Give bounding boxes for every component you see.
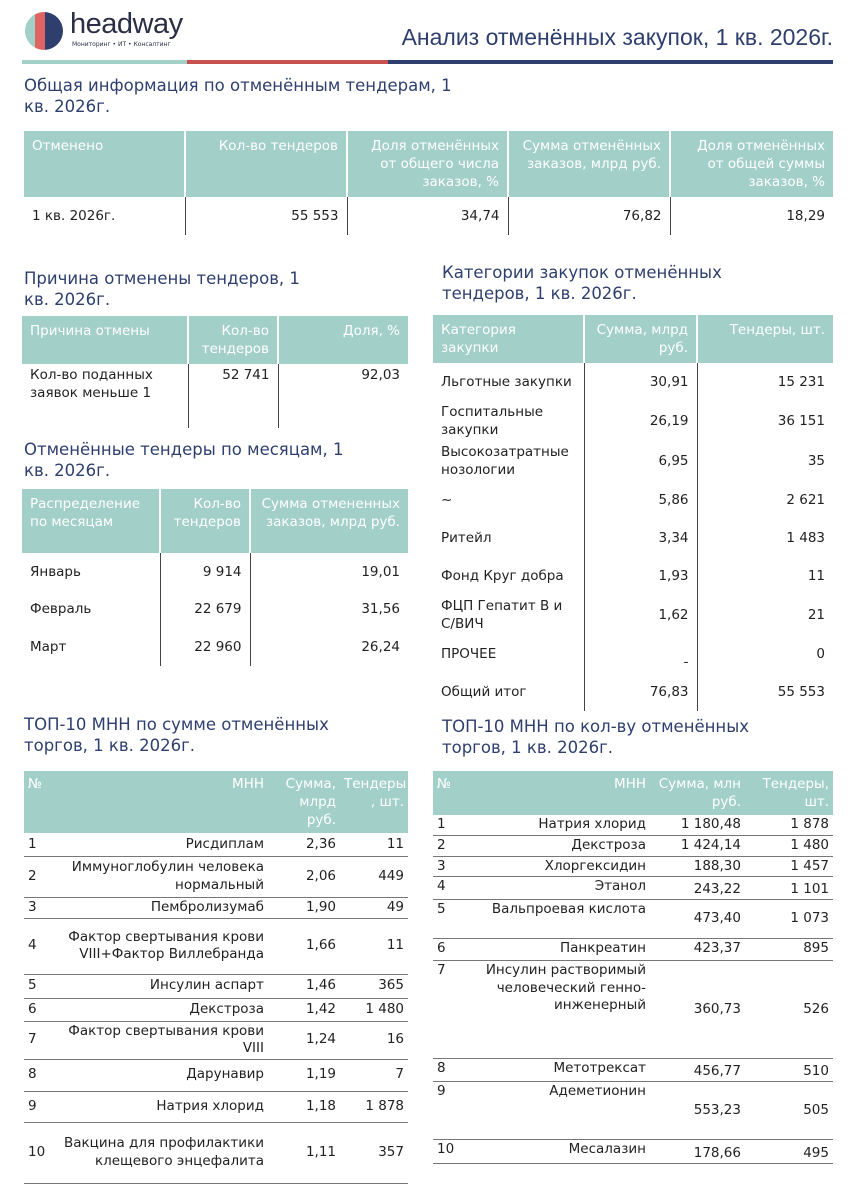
column-header: Сумма, млн руб. xyxy=(650,771,745,815)
table-cell: Панкреатин xyxy=(478,939,650,961)
reasons-heading: Причина отменены тендеров, 1 кв. 2026г. xyxy=(24,269,300,309)
table-cell: 456,77 xyxy=(650,1059,745,1082)
table-cell: 2,36 xyxy=(268,833,340,856)
table-cell: 15 231 xyxy=(697,363,833,401)
header-row xyxy=(22,316,408,364)
top-sum-heading: ТОП-10 МНН по сумме отменённых торгов, 1 кв. 2026г. xyxy=(24,715,329,755)
table-cell: 1,46 xyxy=(268,974,340,998)
table-row xyxy=(433,856,833,877)
top-count-heading: ТОП-10 МНН по кол-ву отменённых торгов, 1 кв. 2026г. xyxy=(442,717,749,757)
table-row xyxy=(433,1140,833,1164)
divider-navy xyxy=(388,60,833,64)
table-cell: Декстроза xyxy=(478,835,650,856)
table-cell: ФЦП Гепатит В и С/ВИЧ xyxy=(441,598,563,632)
table-row xyxy=(22,364,408,428)
table-row xyxy=(24,1059,408,1091)
column-header: Распределение по месяцам xyxy=(22,489,160,553)
table-cell: 21 xyxy=(697,595,833,635)
headway-logo-icon xyxy=(25,12,63,50)
column-header: Сумма отмененных заказов, млрд руб. xyxy=(250,489,408,553)
table-cell: 36 151 xyxy=(697,401,833,441)
table-cell: 357 xyxy=(340,1122,408,1183)
page-title: Анализ отменённых закупок, 1 кв. 2026г. xyxy=(401,24,833,50)
table-row xyxy=(433,595,833,635)
table-cell: 1 xyxy=(24,833,48,856)
table-cell: 4 xyxy=(433,877,478,900)
table-cell: 2,06 xyxy=(268,856,340,897)
table-cell: 178,66 xyxy=(650,1140,745,1164)
table-cell: 1,62 xyxy=(584,595,697,635)
table-cell: 34,74 xyxy=(347,197,508,235)
table-cell: 11 xyxy=(340,918,408,974)
reasons-table xyxy=(22,316,408,428)
table-cell: 16 xyxy=(340,1021,408,1059)
table-cell: 10 xyxy=(24,1122,48,1183)
table-cell: 7 xyxy=(340,1059,408,1091)
table-cell: Метотрексат xyxy=(478,1059,650,1082)
table-cell: Высокозатратные нозологии xyxy=(441,444,569,478)
table-cell: 26,19 xyxy=(584,401,697,441)
table-cell: 360,73 xyxy=(650,961,745,1059)
table-row xyxy=(22,553,408,591)
table-cell: Декстроза xyxy=(48,998,268,1021)
table-cell: 6 xyxy=(24,998,48,1021)
table-cell: Этанол xyxy=(478,877,650,900)
table-cell: 7 xyxy=(433,961,478,1059)
table-cell: 9 xyxy=(433,1082,478,1140)
table-row xyxy=(433,673,833,711)
table-row xyxy=(24,918,408,974)
table-cell: - xyxy=(584,635,697,673)
table-cell: Дарунавир xyxy=(48,1059,268,1091)
header-row xyxy=(433,315,833,363)
table-cell: Март xyxy=(30,638,67,655)
table-cell: 8 xyxy=(24,1059,48,1091)
table-cell: 1,11 xyxy=(268,1122,340,1183)
table-cell: ПРОЧЕЕ xyxy=(441,646,497,662)
column-header: Отменено xyxy=(24,131,185,197)
table-cell: Пембролизумаб xyxy=(48,897,268,918)
table-row xyxy=(22,591,408,629)
header-row xyxy=(433,771,833,815)
table-row xyxy=(433,441,833,481)
table-cell: Иммуноглобулин человека нормальный xyxy=(48,856,268,897)
table-cell: 3 xyxy=(433,856,478,877)
table-cell: 5 xyxy=(24,974,48,998)
column-header: Причина отмены xyxy=(22,316,188,364)
table-cell: Вакцина для профилактики клещевого энцефалита xyxy=(48,1122,268,1183)
table-cell: 76,83 xyxy=(584,673,697,711)
table-cell: 449 xyxy=(340,856,408,897)
table-cell: 505 xyxy=(745,1082,833,1140)
table-cell: Инсулин растворимый человеческий генно-инженерный xyxy=(478,961,650,1059)
table-cell: 1 480 xyxy=(745,835,833,856)
header-row xyxy=(24,771,408,833)
column-header: Тендеры , шт. xyxy=(340,771,408,833)
table-row xyxy=(433,481,833,519)
table-cell: 11 xyxy=(340,833,408,856)
table-cell: 52 741 xyxy=(188,364,278,428)
table-cell: 188,30 xyxy=(650,856,745,877)
table-cell: Фактор свертывания крови VIII xyxy=(48,1021,268,1059)
table-cell: 49 xyxy=(340,897,408,918)
column-header: Сумма, млрд руб. xyxy=(268,771,340,833)
table-row xyxy=(24,856,408,897)
table-cell: 1 480 xyxy=(340,998,408,1021)
table-row xyxy=(24,1122,408,1183)
column-header: МНН xyxy=(48,771,268,833)
table-cell: 30,91 xyxy=(584,363,697,401)
table-row xyxy=(433,835,833,856)
table-cell: 1,18 xyxy=(268,1091,340,1122)
general-heading: Общая информация по отменённым тендерам, 1 кв. 2026г. xyxy=(24,76,452,116)
brand-tagline: Мониторинг • ИТ • Консалтинг xyxy=(72,41,171,48)
table-cell: Натрия хлорид xyxy=(48,1091,268,1122)
table-cell: 22 679 xyxy=(160,591,250,629)
column-header: Доля, % xyxy=(278,316,408,364)
column-header: Кол-во тендеров xyxy=(188,316,278,364)
column-header: Доля отменённых от общей суммы заказов, % xyxy=(670,131,833,197)
table-cell: 1 878 xyxy=(340,1091,408,1122)
column-header: Кол-во тендеров xyxy=(160,489,250,553)
table-cell: Фактор свертывания крови VIII+Фактор Виллебранда xyxy=(48,918,268,974)
months-table xyxy=(22,489,408,666)
column-header: № xyxy=(24,771,48,833)
table-cell: 8 xyxy=(433,1059,478,1082)
categories-table xyxy=(433,315,833,711)
table-cell: 6,95 xyxy=(584,441,697,481)
table-cell: 19,01 xyxy=(250,553,408,591)
table-cell: 55 553 xyxy=(185,197,347,235)
table-cell: 5,86 xyxy=(584,481,697,519)
table-cell: 1 073 xyxy=(745,900,833,939)
table-cell: 1 457 xyxy=(745,856,833,877)
table-cell: 2 xyxy=(433,835,478,856)
table-row xyxy=(433,1059,833,1082)
table-cell: Госпитальные закупки xyxy=(441,404,544,438)
column-header: Сумма отменённых заказов, млрд руб. xyxy=(508,131,670,197)
column-header: Сумма, млрд руб. xyxy=(584,315,697,363)
table-row xyxy=(433,1082,833,1140)
table-row xyxy=(24,1021,408,1059)
table-cell: 76,82 xyxy=(508,197,670,235)
table-row xyxy=(433,401,833,441)
table-cell: 7 xyxy=(24,1021,48,1059)
table-cell: 31,56 xyxy=(250,591,408,629)
divider-teal xyxy=(22,60,187,64)
table-cell: 10 xyxy=(433,1140,478,1164)
table-cell: 5 xyxy=(433,900,478,939)
column-header: Тендеры, шт. xyxy=(745,771,833,815)
divider-red xyxy=(187,60,388,64)
table-cell: 26,24 xyxy=(250,628,408,666)
column-header: № xyxy=(433,771,478,815)
table-cell: 1,66 xyxy=(268,918,340,974)
table-cell: Рисдиплам xyxy=(48,833,268,856)
table-cell: Фонд Круг добра xyxy=(441,568,564,584)
table-cell: 2 621 xyxy=(697,481,833,519)
table-cell: 1 424,14 xyxy=(650,835,745,856)
table-cell: Кол-во поданных заявок меньше 1 xyxy=(30,367,153,401)
table-cell: 35 xyxy=(697,441,833,481)
table-cell: 3 xyxy=(24,897,48,918)
table-cell: 243,22 xyxy=(650,877,745,900)
table-cell: Инсулин аспарт xyxy=(48,974,268,998)
table-cell: 473,40 xyxy=(650,900,745,939)
table-row xyxy=(24,998,408,1021)
table-row xyxy=(433,519,833,557)
table-cell: 3,34 xyxy=(584,519,697,557)
table-cell: 92,03 xyxy=(278,364,408,428)
table-row xyxy=(24,833,408,856)
table-cell: Месалазин xyxy=(478,1140,650,1164)
table-cell: 1,19 xyxy=(268,1059,340,1091)
top-sum-table xyxy=(24,771,408,1184)
table-cell: 11 xyxy=(697,557,833,595)
table-cell: Вальпроевая кислота xyxy=(478,900,650,939)
top-count-table xyxy=(433,771,833,1164)
table-cell: 526 xyxy=(745,961,833,1059)
table-cell: 1 180,48 xyxy=(650,815,745,835)
table-cell: ~ xyxy=(441,492,453,508)
months-heading: Отменённые тендеры по месяцам, 1 кв. 2026г. xyxy=(24,440,344,480)
table-cell: Хлоргексидин xyxy=(478,856,650,877)
column-header: МНН xyxy=(478,771,650,815)
column-header: Тендеры, шт. xyxy=(697,315,833,363)
table-cell: 365 xyxy=(340,974,408,998)
table-row xyxy=(433,877,833,900)
table-cell: 1 483 xyxy=(697,519,833,557)
table-cell: 495 xyxy=(745,1140,833,1164)
table-row xyxy=(433,939,833,961)
table-cell: 9 xyxy=(24,1091,48,1122)
table-cell: Февраль xyxy=(30,601,92,618)
table-cell: 1 кв. 2026г. xyxy=(32,208,116,224)
column-header: Доля отменённых от общего числа заказов, % xyxy=(347,131,508,197)
table-cell: 423,37 xyxy=(650,939,745,961)
column-header: Категория закупки xyxy=(433,315,584,363)
table-cell: Адеметионин xyxy=(478,1082,650,1140)
table-cell: 9 914 xyxy=(160,553,250,591)
table-row xyxy=(433,815,833,835)
table-cell: Натрия хлорид xyxy=(478,815,650,835)
table-row xyxy=(433,900,833,939)
table-row xyxy=(433,635,833,673)
table-cell: 510 xyxy=(745,1059,833,1082)
categories-heading: Категории закупок отменённых тендеров, 1 кв. 2026г. xyxy=(442,263,722,303)
table-cell: 4 xyxy=(24,918,48,974)
table-cell: 1 878 xyxy=(745,815,833,835)
table-cell: 1,42 xyxy=(268,998,340,1021)
table-cell: Январь xyxy=(30,563,81,580)
table-cell: 22 960 xyxy=(160,628,250,666)
table-row xyxy=(433,961,833,1059)
table-cell: 6 xyxy=(433,939,478,961)
table-cell: 1,24 xyxy=(268,1021,340,1059)
table-row xyxy=(433,557,833,595)
table-cell: 1,93 xyxy=(584,557,697,595)
table-row xyxy=(24,974,408,998)
header-row xyxy=(22,489,408,553)
table-cell: Льготные закупки xyxy=(441,374,572,390)
table-row xyxy=(24,897,408,918)
table-row xyxy=(24,197,833,235)
table-cell: 553,23 xyxy=(650,1082,745,1140)
table-cell: 1 xyxy=(433,815,478,835)
table-cell: Ритейл xyxy=(441,530,492,546)
table-cell: 895 xyxy=(745,939,833,961)
table-cell: 18,29 xyxy=(670,197,833,235)
general-table xyxy=(24,131,833,235)
brand-name: headway xyxy=(70,8,183,40)
header-row xyxy=(24,131,833,197)
table-row xyxy=(22,628,408,666)
table-cell: 2 xyxy=(24,856,48,897)
table-cell: 55 553 xyxy=(697,673,833,711)
table-cell: 0 xyxy=(697,635,833,673)
column-header: Кол-во тендеров xyxy=(185,131,347,197)
table-cell: 1,90 xyxy=(268,897,340,918)
table-cell: Общий итог xyxy=(441,684,527,700)
table-cell: 1 101 xyxy=(745,877,833,900)
table-row xyxy=(24,1091,408,1122)
table-row xyxy=(433,363,833,401)
